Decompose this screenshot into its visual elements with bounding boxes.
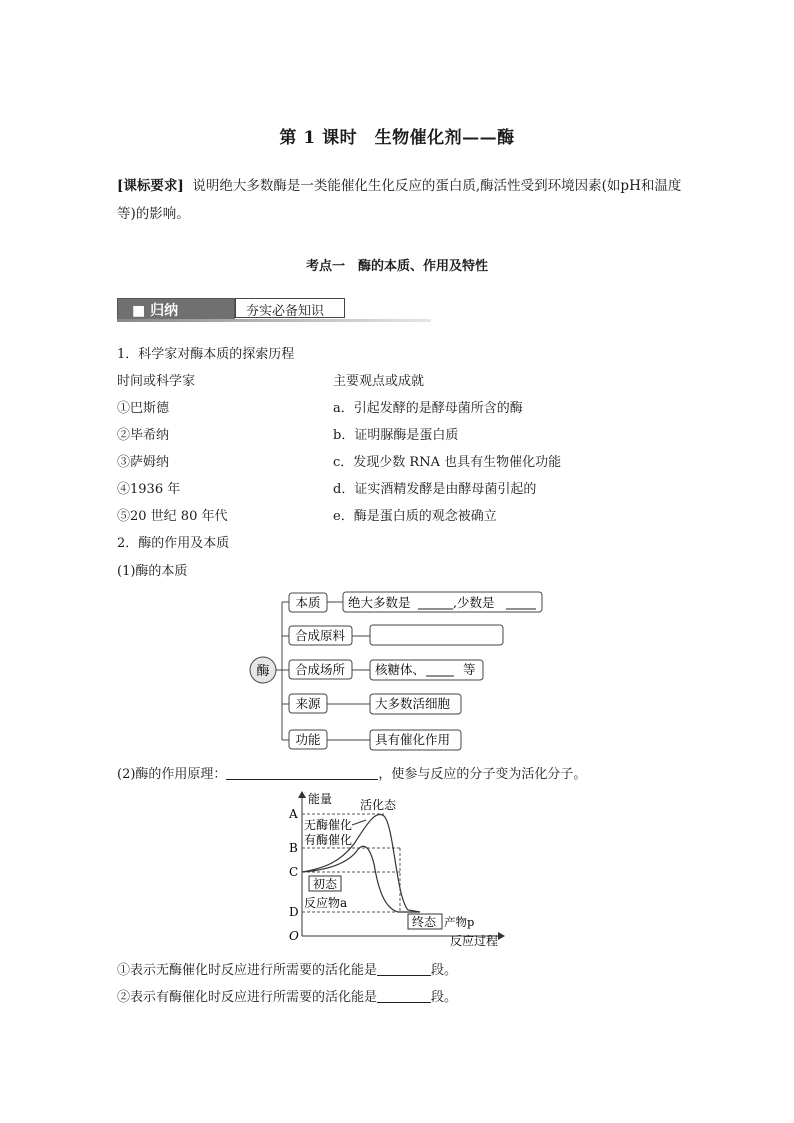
branch-label-5: 功能 — [295, 732, 321, 747]
banner-light-box — [235, 298, 345, 318]
principle-line — [117, 763, 586, 782]
question-2-blank — [377, 988, 431, 1003]
x-axis-label: 反应过程 — [450, 934, 499, 948]
branch-content-1a: 绝大多数是 — [348, 595, 411, 610]
center-label: 酶 — [256, 664, 270, 679]
label-product: 产物p — [444, 915, 475, 929]
requirement-text: 说明绝大多数酶是一类能催化生化反应的蛋白质,酶活性受到环境因素(如pH和温度等)的影响。 — [117, 178, 682, 222]
principle-tail: ，使参与反应的分子变为活化分子。 — [378, 767, 587, 782]
level-d: D — [289, 905, 299, 919]
enzyme-concept-diagram — [240, 585, 560, 755]
scientist-row-1: ①巴斯德 — [117, 401, 170, 416]
achievement-row-a: a．引起发酵的是酵母菌所含的酶 — [333, 401, 523, 416]
requirement-tag: [课标要求] — [117, 178, 184, 194]
label-final: 终态 — [412, 915, 437, 929]
label-no-enzyme: 无酶催化 — [304, 818, 353, 832]
label-with-enzyme: 有酶催化 — [304, 833, 353, 847]
scientist-row-3: ③萨姆纳 — [117, 455, 170, 470]
question-2 — [117, 986, 457, 1005]
question-1 — [117, 959, 457, 978]
origin-label: O — [289, 929, 299, 943]
principle-blank — [226, 765, 378, 780]
level-b: B — [289, 841, 298, 855]
label-reactant: 反应物a — [304, 896, 348, 910]
label-active-state: 活化态 — [360, 798, 397, 812]
branch-content-box-2 — [370, 625, 503, 645]
brace-lines — [276, 602, 289, 740]
achievement-row-b: b．证明脲酶是蛋白质 — [333, 428, 459, 443]
branch-content-5: 具有催化作用 — [375, 732, 451, 747]
summary-banner — [117, 298, 431, 322]
achievement-row-e: e．酶是蛋白质的观念被确立 — [333, 509, 497, 524]
y-axis-label: 能量 — [308, 792, 333, 806]
banner-left-label: ■ 归纳 — [132, 303, 179, 319]
item1-heading: 1．科学家对酶本质的探索历程 — [117, 347, 295, 362]
scientist-row-2: ②毕希纳 — [117, 428, 170, 443]
question-1-blank — [377, 961, 431, 976]
section-title: 考点一 酶的本质、作用及特性 — [305, 259, 488, 274]
question-1-tail: 段。 — [431, 963, 458, 978]
achievement-row-c: c．发现少数 RNA 也具有生物催化功能 — [333, 455, 562, 470]
banner-underline — [117, 319, 431, 322]
branch-label-4: 来源 — [295, 696, 321, 711]
banner-right-label: 夯实必备知识 — [246, 304, 325, 319]
item2-heading: 2．酶的作用及本质 — [117, 536, 230, 551]
curriculum-requirement — [117, 172, 687, 228]
column-header-right: 主要观点或成就 — [333, 374, 425, 389]
question-2-text: ②表示有酶催化时反应进行所需要的活化能是 — [117, 990, 378, 1005]
achievement-row-d: d．证实酒精发酵是由酵母菌引起的 — [333, 482, 537, 497]
pointer-no-enzyme — [352, 820, 366, 825]
column-header-left: 时间或科学家 — [117, 374, 196, 389]
question-1-text: ①表示无酶催化时反应进行所需要的活化能是 — [117, 963, 378, 978]
branch-label-2: 合成原料 — [294, 628, 346, 643]
branch-content-3b: 等 — [463, 662, 476, 677]
branch-label-3: 合成场所 — [294, 662, 346, 677]
question-2-tail: 段。 — [431, 990, 458, 1005]
energy-graph — [280, 788, 520, 950]
scientist-row-5: ⑤20 世纪 80 年代 — [117, 509, 228, 524]
label-initial: 初态 — [313, 877, 338, 891]
item2-sub1: (1)酶的本质 — [117, 564, 188, 579]
banner-dark-box — [117, 298, 235, 320]
principle-label: (2)酶的作用原理： — [117, 767, 227, 782]
branch-content-3a: 核糖体、 — [375, 662, 426, 677]
branch-content-1b: ,少数是 — [453, 595, 495, 610]
lesson-title: 第 1 课时 生物催化剂——酶 — [279, 128, 515, 148]
scientist-row-4: ④1936 年 — [117, 482, 181, 497]
branch-content-4: 大多数活细胞 — [375, 696, 451, 711]
level-c: C — [289, 865, 299, 879]
branch-label-1: 本质 — [295, 595, 321, 610]
level-a: A — [289, 807, 298, 821]
